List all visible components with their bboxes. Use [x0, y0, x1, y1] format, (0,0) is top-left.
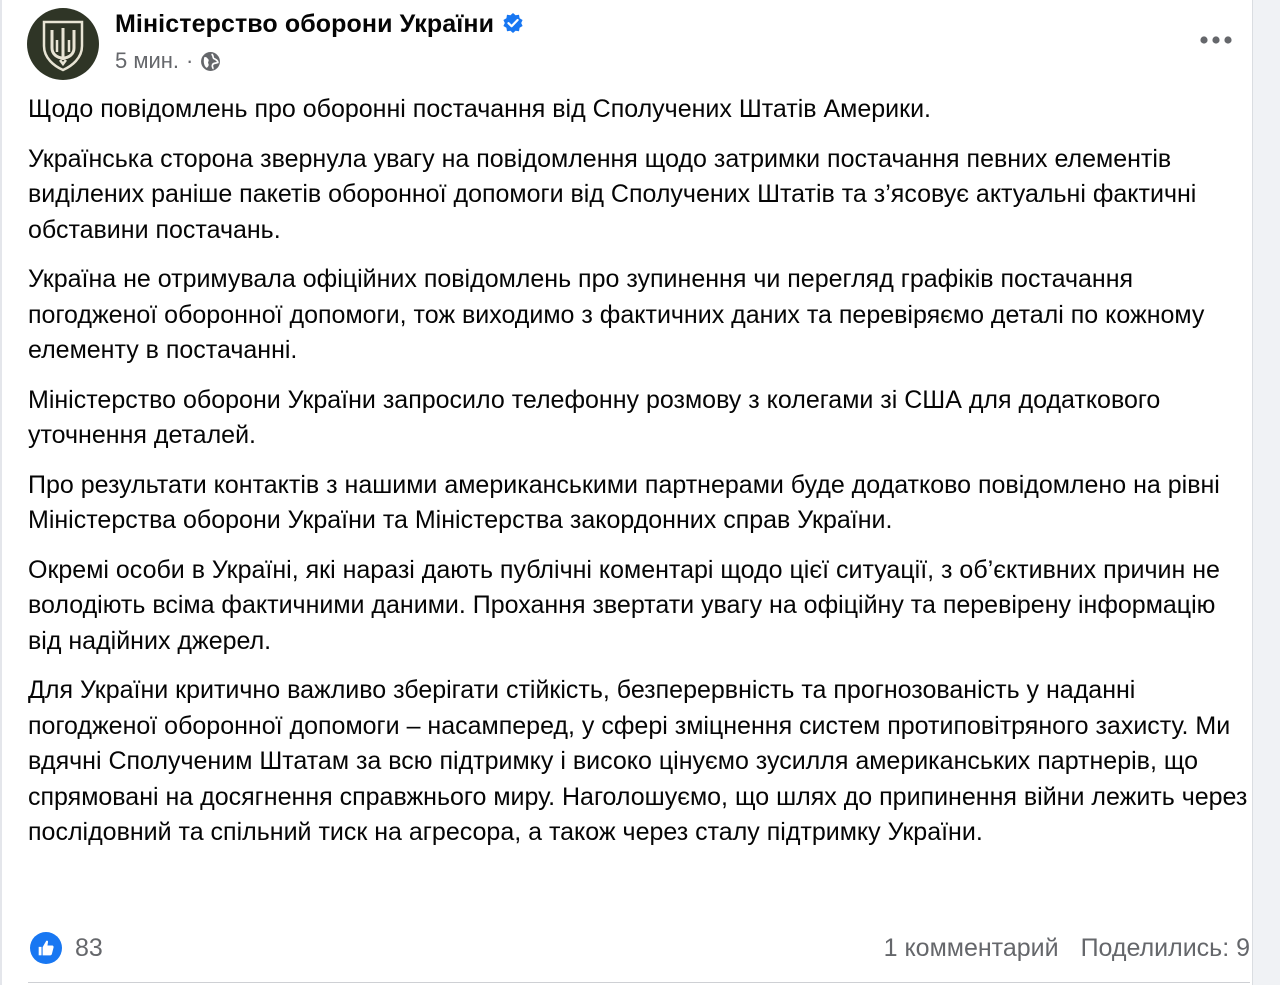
more-options-icon: [1200, 36, 1232, 44]
page-name[interactable]: [115, 10, 524, 41]
post-paragraph: Міністерство оборони України запросило телефонну розмову з колегами зі США для додаткового уточнення деталей.: [28, 385, 1161, 449]
footer-divider: [28, 982, 1250, 983]
left-edge: [0, 0, 2, 985]
post-timestamp[interactable]: 5 мин.: [115, 48, 180, 73]
post-paragraph: Про результати контактів з нашими американськими партнерами буде додатково повідомлено на рівні Міністерства оборони України та Міністерства закордонних справ України.: [28, 470, 1220, 534]
post-body: [28, 92, 1250, 865]
trident-emblem-icon: [38, 16, 88, 72]
post-paragraph: Для України критично важливо зберігати стійкість, безперервність та прогнозованість у наданні погодженої оборонної допомоги – насамперед, у сфері зміцнення систем протиповітряного захисту. Ми вдячні Сполученим Штатам за всю підтримку і високо цінуємо зусилля американських партнерів, що спрямовані на досягнення справжнього миру. Наголошуємо, що шлях до припинення війни лежить через послідовний та спільний тиск на агресора, а також через сталу підтримку України.: [28, 676, 1248, 846]
globe-icon[interactable]: [200, 51, 221, 72]
meta-separator: ·: [186, 48, 194, 73]
post-meta: [115, 48, 221, 74]
page-name-text[interactable]: Міністерство оборони України: [115, 10, 495, 38]
post-paragraph: Щодо повідомлень про оборонні постачання від Сполучених Штатів Америки.: [28, 95, 931, 123]
post-paragraph: Окремі особи в Україні, які наразі дають публічні коментарі щодо цієї ситуації, з об’єктивних причин не володіють всіма фактичними даними. Прохання звертати увагу на офіційну та перевірену інформацію від надійних джерел.: [28, 555, 1220, 655]
page-avatar[interactable]: [27, 8, 99, 80]
comments-count[interactable]: 1 комментарий: [883, 934, 1059, 962]
post-paragraph: Україна не отримувала офіційних повідомлень про зупинення чи перегляд графіків постачання погодженої оборонної допомоги, тож виходимо з фактичних даних та перевіряємо деталі по кожному елементу в постачанні.: [28, 265, 1205, 364]
like-count[interactable]: 83: [75, 934, 103, 962]
engagement-stats: [862, 934, 1250, 963]
more-options-button[interactable]: [1196, 26, 1236, 54]
verified-badge-icon: [502, 12, 524, 41]
post-paragraph: Українська сторона звернула увагу на повідомлення щодо затримки постачання певних елементів виділених раніше пакетів оборонної допомоги від Сполучених Штатів та з’ясовує актуальні фактичні обставини постачань.: [28, 144, 1197, 244]
reactions-bar: [30, 932, 1250, 972]
shares-count[interactable]: Поделились: 9: [1080, 934, 1250, 962]
right-edge-strip: [1252, 0, 1280, 985]
like-thumb-icon: [37, 939, 55, 957]
like-reaction-button[interactable]: [30, 932, 62, 964]
